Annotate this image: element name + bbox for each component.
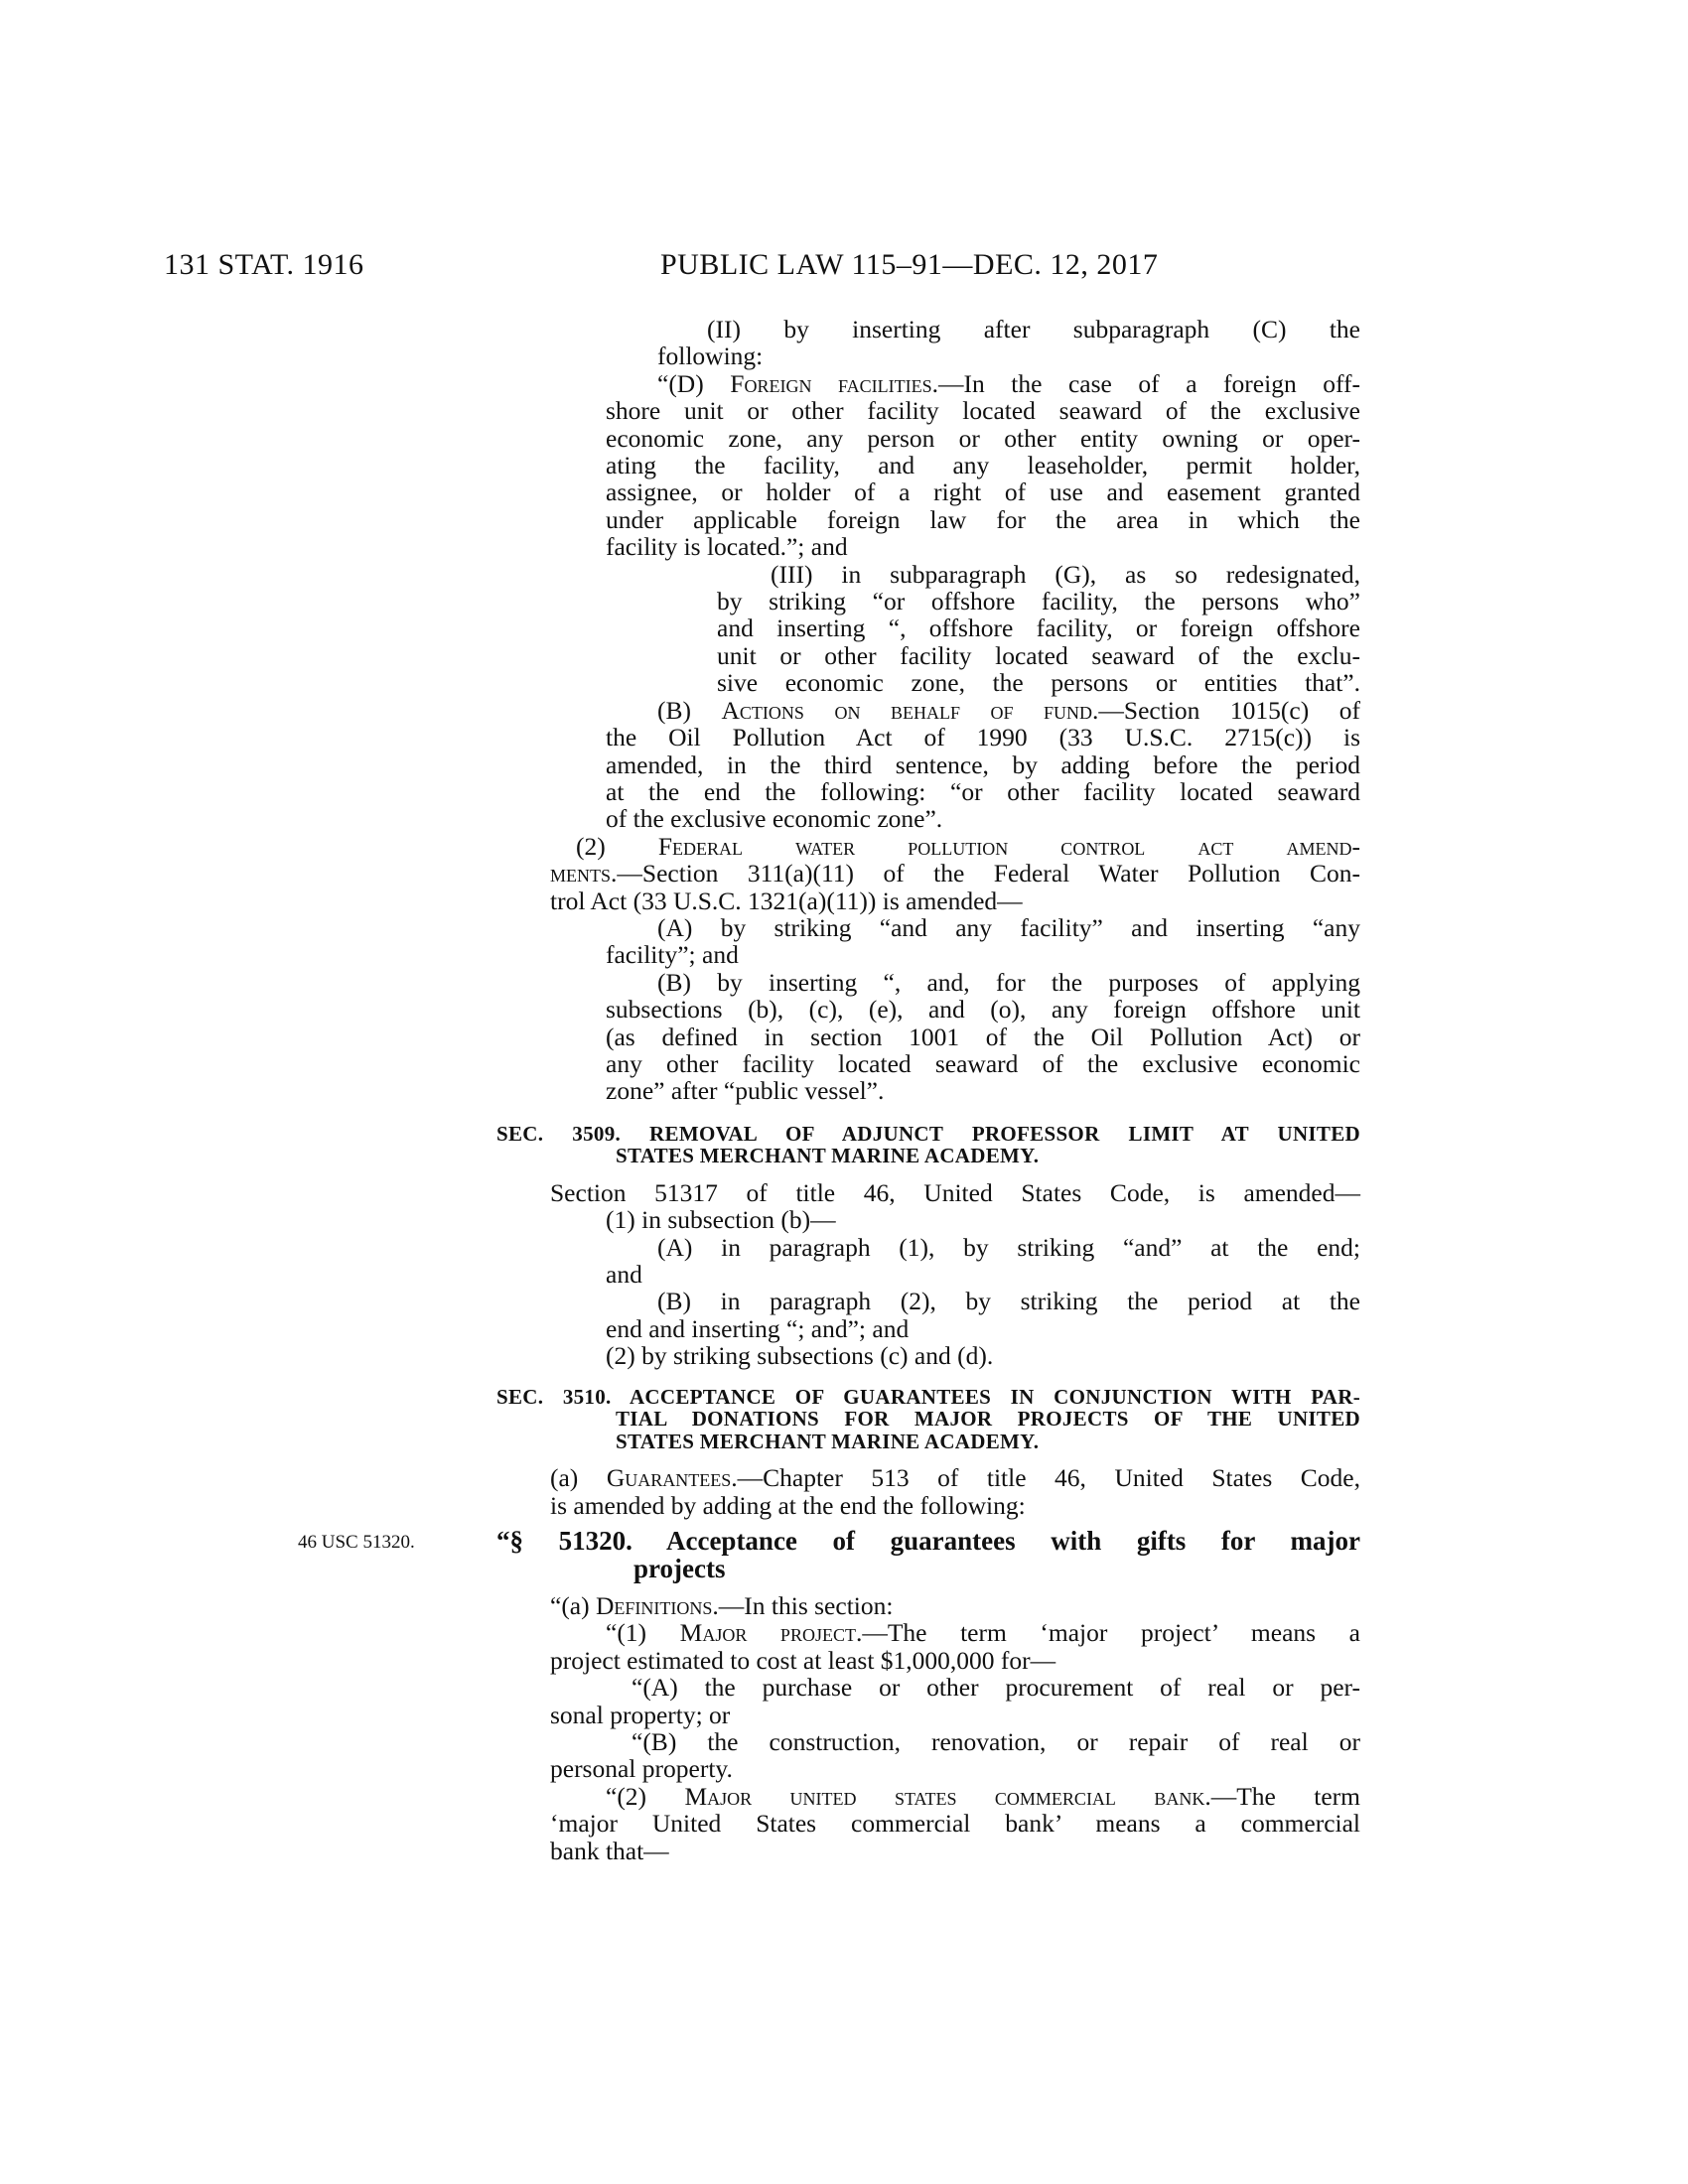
major-project-b-line: personal property.: [550, 1754, 733, 1784]
actions-on-behalf-line: the Oil Pollution Act of 1990 (33 U.S.C. 2715(c)) is: [606, 723, 1360, 752]
major-bank-heading: Major united states commercial bank: [684, 1781, 1205, 1811]
foreign-facilities-line: “(D) Foreign facilities.—In the case of a foreign off-: [657, 368, 1360, 398]
fwpca-b-line: subsections (b), (c), (e), and (o), any foreign offshore unit: [606, 995, 1360, 1024]
foreign-facilities-line: economic zone, any person or other entity owning or oper-: [606, 423, 1360, 453]
clause-iii-line: (III) in subparagraph (G), as so redesignated,: [771, 559, 1360, 589]
page-header: [0, 248, 1688, 288]
section-3509-text: end and inserting “; and”; and: [606, 1313, 910, 1343]
guarantees-line: (a) Guarantees.—Chapter 513 of title 46, United States Code,: [550, 1463, 1360, 1493]
section-3509-text: (2) by striking subsections (c) and (d).: [606, 1341, 994, 1371]
clause-iii-line: unit or other facility located seaward of the exclu-: [717, 640, 1360, 670]
major-project-b-line: “(B) the construction, renovation, or repair of real or: [632, 1726, 1360, 1756]
actions-on-behalf-line: at the end the following: “or other facility located seaward: [606, 776, 1360, 806]
clause-ii-line: following:: [657, 341, 764, 371]
clause-ii-line: (II) by inserting after subparagraph (C) the: [707, 315, 1360, 343]
foreign-facilities-line: assignee, or holder of a right of use and easement granted: [606, 478, 1360, 507]
fwpca-b-line: (as defined in section 1001 of the Oil Pollution Act) or: [606, 1022, 1360, 1051]
section-3509-text: (A) in paragraph (1), by striking “and” at the end;: [657, 1232, 1360, 1262]
fwpca-b-line: any other facility located seaward of the exclusive economic: [606, 1048, 1360, 1078]
fwpca-amendments-line: ments.—Section 311(a)(11) of the Federal Water Pollution Con-: [550, 859, 1360, 888]
fwpca-amendments-heading: Federal water pollution control act amend-: [657, 831, 1361, 861]
clause-iii-line: sive economic zone, the persons or entities that”.: [717, 668, 1360, 698]
fwpca-amendments-line: trol Act (33 U.S.C. 1321(a)(11)) is amended—: [550, 886, 1023, 915]
major-project-line: project estimated to cost at least $1,000,000 for—: [550, 1645, 1056, 1675]
guarantees-line: is amended by adding at the end the following:: [550, 1490, 1026, 1520]
foreign-facilities-line: shore unit or other facility located seaward of the exclusive: [606, 396, 1360, 426]
actions-on-behalf-line: amended, in the third sentence, by adding before the period: [606, 750, 1360, 779]
definitions-line: “(a) Definitions.—In this section:: [550, 1590, 894, 1620]
public-law-title: PUBLIC LAW 115–91—DEC. 12, 2017: [660, 248, 1159, 281]
stat-page-number: 131 STAT. 1916: [164, 248, 364, 281]
foreign-facilities-line: ating the facility, and any leaseholder, permit holder,: [606, 451, 1360, 480]
clause-iii-line: by striking “or offshore facility, the persons who”: [717, 587, 1360, 616]
fwpca-a-line: facility”; and: [606, 940, 739, 970]
section-3510-heading: SEC. 3510. ACCEPTANCE OF GUARANTEES IN CONJUNCTION WITH PAR- TIAL DONATIONS FOR MAJOR PROJECTS OF THE UNITED STATES MERCHANT MARINE ACADEMY.: [496, 1384, 1360, 1453]
major-project-heading: Major project: [679, 1618, 856, 1648]
body-text: [496, 315, 1361, 1865]
actions-on-behalf-heading: Actions on behalf of fund: [721, 695, 1093, 725]
foreign-facilities-line: under applicable foreign law for the area in which the: [606, 504, 1360, 534]
fwpca-amendments-line: (2) Federal water pollution control act amend-: [576, 831, 1361, 861]
major-bank-line: “(2) Major united states commercial bank.—The term: [606, 1781, 1360, 1811]
section-3509-text: (1) in subsection (b)—: [606, 1205, 836, 1235]
fwpca-b-line: zone” after “public vessel”.: [606, 1076, 885, 1106]
section-3509-text: (B) in paragraph (2), by striking the period at the: [657, 1287, 1360, 1316]
foreign-facilities-heading: Foreign facilities: [730, 368, 932, 398]
major-bank-line: ‘major United States commercial bank’ means a commercial: [550, 1809, 1360, 1839]
margin-citation-note: 46 USC 51320.: [298, 1532, 415, 1553]
foreign-facilities-line: facility is located.”; and: [606, 532, 848, 562]
definitions-heading: Definitions: [596, 1590, 713, 1620]
actions-on-behalf-line: (B) Actions on behalf of fund.—Section 1015(c) of: [657, 695, 1360, 725]
section-51320-title: “§ 51320. Acceptance of guarantees with gifts for major projects: [496, 1525, 1360, 1583]
major-bank-line: bank that—: [550, 1836, 669, 1865]
section-3509-text: Section 51317 of title 46, United States Code, is amended—: [550, 1177, 1360, 1207]
fwpca-b-line: (B) by inserting “, and, for the purposes of applying: [657, 967, 1360, 997]
guarantees-heading: Guarantees: [606, 1463, 732, 1493]
major-project-line: “(1) Major project.—The term ‘major project’ means a: [606, 1618, 1360, 1648]
major-project-a-line: sonal property; or: [550, 1700, 731, 1729]
section-3509-heading: SEC. 3509. REMOVAL OF ADJUNCT PROFESSOR LIMIT AT UNITED STATES MERCHANT MARINE ACADEMY.: [496, 1121, 1360, 1168]
major-project-a-line: “(A) the purchase or other procurement of real or per-: [632, 1673, 1360, 1703]
fwpca-a-line: (A) by striking “and any facility” and inserting “any: [657, 912, 1360, 942]
section-3509-text: and: [606, 1260, 642, 1289]
clause-iii-line: and inserting “, offshore facility, or foreign offshore: [717, 614, 1360, 643]
actions-on-behalf-line: of the exclusive economic zone”.: [606, 804, 943, 834]
